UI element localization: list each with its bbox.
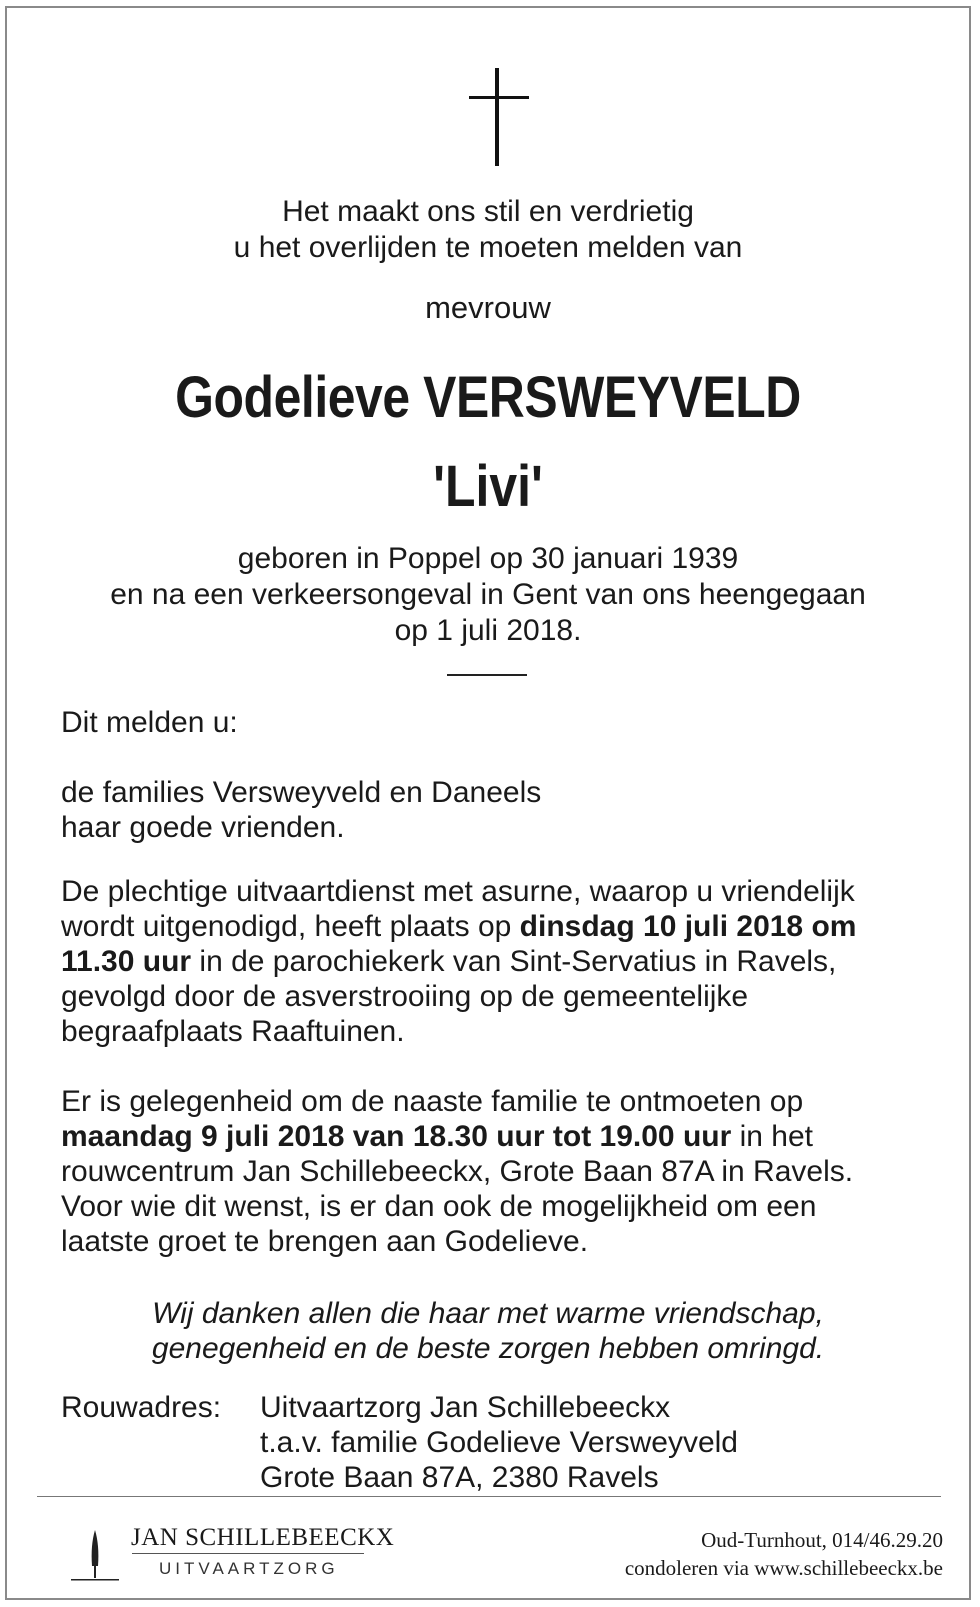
footer-divider: [37, 1496, 941, 1497]
service-line-3: [61, 944, 941, 979]
announcers-line-2: haar goede vrienden.: [61, 811, 345, 844]
service-line-2a: wordt uitgenodigd, heeft plaats op: [61, 910, 520, 943]
tree-logo-icon: [67, 1526, 123, 1586]
service-date: dinsdag 10 juli 2018 om: [519, 910, 857, 943]
birth-line-1: geboren in Poppel op 30 januari 1939: [237, 542, 739, 575]
contact-info: [625, 1526, 943, 1582]
visit-line-5: laatste groet te brengen aan Godelieve.: [61, 1225, 589, 1258]
service-line-5: begraafplaats Raaftuinen.: [61, 1015, 405, 1048]
service-paragraph: [61, 874, 941, 1049]
visit-line-2: [61, 1119, 941, 1154]
announcers-line-1: de families Versweyveld en Daneels: [61, 776, 542, 809]
service-line-4: gevolgd door de asverstrooiing op de gemeentelijke: [61, 980, 749, 1013]
visit-line-1: Er is gelegenheid om de naaste familie te ontmoeten op: [61, 1085, 804, 1118]
divider: [447, 674, 527, 676]
contact-website[interactable]: condoleren via www.schillebeeckx.be: [624, 1556, 943, 1580]
intro-line-1: Het maakt ons stil en verdrietig: [282, 195, 694, 228]
deceased-nickname: 'Livi': [433, 454, 543, 519]
deceased-name: Godelieve VERSWEYVELD: [175, 365, 801, 430]
thanks-line-2: genegenheid en de beste zorgen hebben omringd.: [151, 1332, 825, 1365]
contact-phone: Oud-Turnhout, 014/46.29.20: [701, 1528, 943, 1552]
title-word: mevrouw: [425, 290, 551, 325]
birth-text: [7, 541, 969, 649]
intro-line-2: u het overlijden te moeten melden van: [233, 231, 743, 264]
visit-paragraph: [61, 1084, 941, 1259]
thanks-line-1: Wij danken allen die haar met warme vriendschap,: [152, 1297, 824, 1330]
visit-line-2b: in het: [731, 1120, 814, 1153]
thanks-text: [7, 1296, 969, 1366]
address-line-3: Grote Baan 87A, 2380 Ravels: [260, 1461, 659, 1494]
announcers-list: [61, 775, 941, 845]
service-time: 11.30 uur: [61, 945, 192, 978]
visit-line-3: rouwcentrum Jan Schillebeeckx, Grote Baan 87A in Ravels.: [61, 1155, 854, 1188]
service-line-2: [61, 909, 941, 944]
address-line-1: Uitvaartzorg Jan Schillebeeckx: [260, 1391, 671, 1424]
cross-icon: [469, 68, 529, 166]
logo-name: JAN SCHILLEBEECKX: [131, 1524, 395, 1551]
announcers-intro: Dit melden u:: [61, 706, 238, 739]
visit-line-4: Voor wie dit wenst, is er dan ook de mogelijkheid om een: [61, 1190, 817, 1223]
address-lines: [260, 1390, 738, 1495]
service-line-3b: in de parochiekerk van Sint-Servatius in Ravels,: [191, 945, 837, 978]
obituary-card: [5, 6, 971, 1600]
address-label: Rouwadres:: [61, 1391, 222, 1424]
logo-subtitle: UITVAARTZORG: [159, 1559, 339, 1578]
birth-line-3: op 1 juli 2018.: [394, 614, 582, 647]
address-line-2: t.a.v. familie Godelieve Versweyveld: [260, 1426, 738, 1459]
service-line-1: De plechtige uitvaartdienst met asurne, waarop u vriendelijk: [61, 875, 855, 908]
intro-text: [7, 194, 969, 266]
logo-divider: [132, 1553, 364, 1554]
visit-datetime: maandag 9 juli 2018 van 18.30 uur tot 19.00 uur: [61, 1120, 732, 1153]
birth-line-2: en na een verkeersongeval in Gent van ons heengegaan: [110, 578, 866, 611]
